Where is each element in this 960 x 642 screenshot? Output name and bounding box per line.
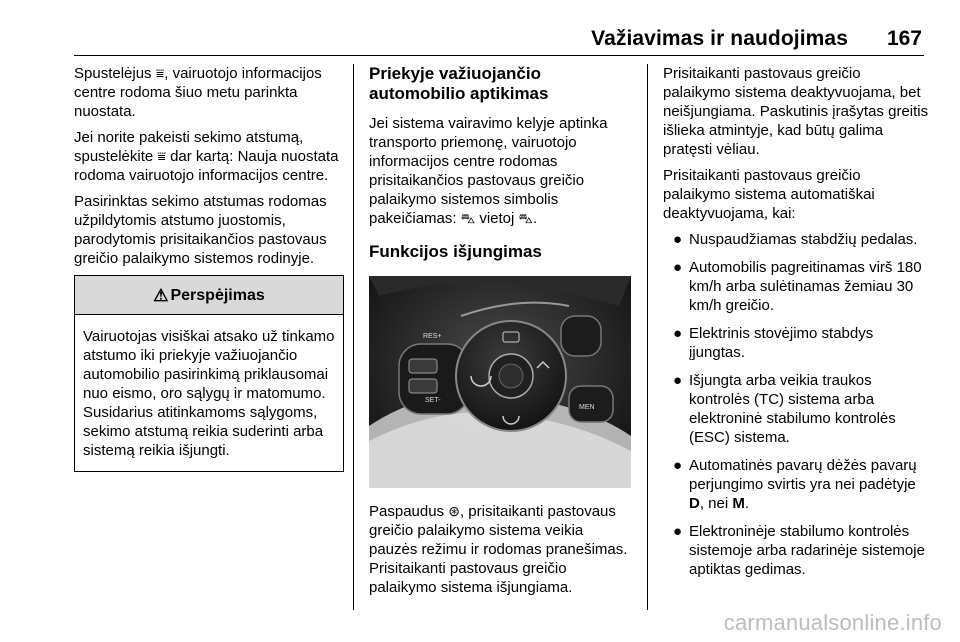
bullet-icon: ●: [673, 259, 683, 276]
list-item-text: Išjungta arba veikia traukos kontrolės (TC) sistema arba elektroninė stabilumo kontrolės (ESC) sistema.: [689, 372, 896, 446]
bullet-icon: ●: [673, 372, 683, 389]
header-title: Važiavimas ir naudojimas: [591, 27, 848, 50]
paragraph: Prisitaikanti pastovaus greičio palaikymo sistema automatiškai deaktyvuojama, kai:: [663, 167, 875, 222]
column-divider-1: [353, 64, 354, 610]
distance-icon: ⩸: [155, 65, 165, 81]
list-item: [663, 258, 929, 315]
gear-position-m: M: [732, 495, 745, 512]
column-1: [74, 64, 344, 472]
bullet-icon: ●: [673, 325, 683, 342]
bullet-icon: ●: [673, 457, 683, 474]
list-item: [663, 522, 929, 579]
list-item: [663, 371, 929, 447]
column-3: [663, 64, 929, 588]
paragraph: Prisitaikanti pastovaus greičio palaikymo sistema deaktyvuojama, bet neišjungiama. Paskutinis įrašytas greitis išlieka atmintyje, kad būtų galima pratęsti vėliau.: [663, 65, 929, 158]
set-button-label: SET-: [425, 397, 441, 404]
list-item-text: Automatinės pavarų dėžės pavarų perjungimo svirtis yra nei padėtyje: [689, 457, 917, 493]
paragraph: [369, 502, 634, 597]
bullet-icon: ●: [673, 523, 683, 540]
page-number: 167: [886, 27, 922, 50]
distance-icon: ⩸: [157, 148, 166, 164]
list-item-text: Elektroninėje stabilumo kontrolės sistemoje arba radarinėje sistemoje aptiktas gedimas.: [689, 523, 925, 578]
res-button-label: RES+: [423, 333, 442, 340]
text: vietoj: [475, 210, 519, 227]
vehicle-icon: ⛍: [518, 210, 533, 226]
men-button-label: MEN: [579, 404, 595, 411]
warning-box: [74, 275, 344, 472]
cruise-pause-icon: ⊛: [448, 503, 460, 519]
paragraph: [74, 64, 344, 121]
list-item-text: .: [744, 495, 750, 512]
text: , vairuotojo informacijos centre rodoma šiuo metu parinkta nuostata.: [74, 65, 322, 120]
list-item-text: Nuspaudžiamas stabdžių pedalas.: [689, 231, 918, 248]
warning-text: Vairuotojas visiškai atsako už tinkamo atstumo iki priekyje važiuojančio automobilio pasirinkimą priklausomai nuo eismo, oro sąlygų ir matomumo. Susidarius atitinkamoms sąlygoms, sekimo atstumą reikia suderinti arba sistemą reikia išjungti.: [83, 328, 335, 459]
list-item-text: Elektrinis stovėjimo stabdys įjungtas.: [689, 325, 874, 361]
list-item: [663, 230, 929, 249]
watermark: carmanualsonline.info: [723, 610, 942, 635]
text: Spustelėjus: [74, 65, 156, 82]
header-rule: [74, 55, 924, 56]
text: Jei sistema vairavimo kelyje aptinka transporto priemonę, vairuotojo informacijos centre rodomas prisitaikančios pastovaus greičio palaikymo sistemos simbolis pakeičiamas:: [369, 115, 608, 227]
list-item: [663, 324, 929, 362]
list-item-text: Automobilis pagreitinamas virš 180 km/h arba sulėtinamas žemiau 30 km/h greičio.: [689, 259, 922, 314]
text: Jei norite pakeisti sekimo atstumą, spustelėkite: [74, 129, 304, 165]
list-item-text: , nei: [699, 495, 733, 512]
text: , prisitaikanti pastovaus greičio palaikymo sistema veikia pauzės režimu ir rodomas pranešimas. Prisitaikanti pastovaus greičio palaikymo sistema išjungiama.: [369, 503, 628, 596]
list-item: [663, 456, 929, 513]
warning-title: Perspėjimas: [170, 286, 265, 304]
text: Paspaudus: [369, 503, 449, 520]
gear-position-d: D: [689, 495, 700, 512]
text: .: [532, 210, 538, 227]
section-heading: Priekyje važiuojančio automobilio aptikimas: [369, 64, 549, 103]
column-2: [369, 64, 634, 604]
paragraph: [369, 114, 634, 228]
condition-list: [663, 230, 929, 579]
steering-wheel-controls-photo: [369, 276, 631, 488]
text: dar kartą: Nauja nuostata rodoma vairuotojo informacijos centre.: [74, 148, 339, 184]
section-heading: Funkcijos išjungimas: [369, 242, 542, 261]
paragraph: Pasirinktas sekimo atstumas rodomas užpildytomis atstumo juostomis, parodytomis prisitaikančios pastovaus greičio palaikymo sistemos rodinyje.: [74, 193, 327, 267]
vehicle-detected-icon: ⛍: [460, 210, 476, 226]
column-divider-2: [647, 64, 648, 610]
warning-header: [75, 276, 343, 315]
paragraph: [74, 128, 344, 185]
bullet-icon: ●: [673, 231, 683, 248]
warning-triangle-icon: ⚠: [153, 285, 169, 305]
page-header: [0, 0, 960, 54]
